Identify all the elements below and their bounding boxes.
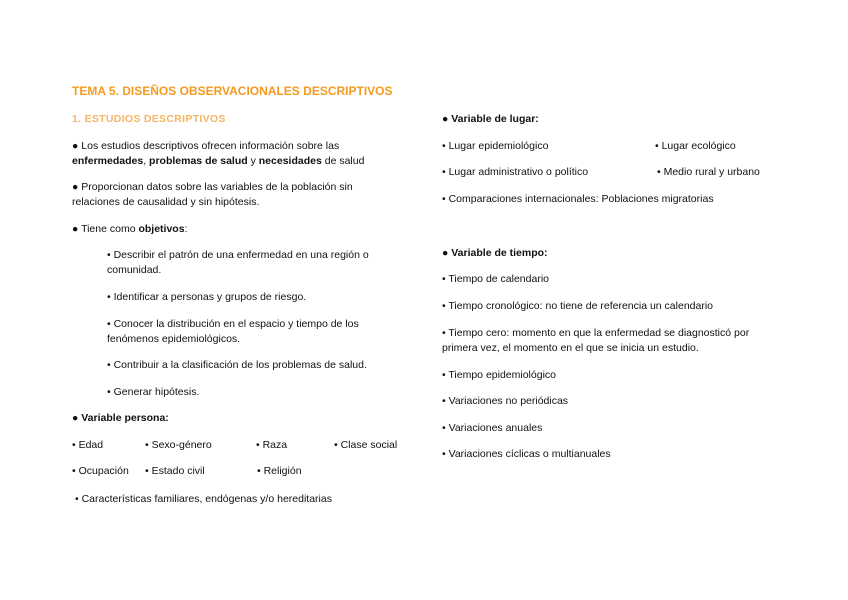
p1-bold-problemas: problemas de salud xyxy=(149,155,248,167)
p1-sep-2: y xyxy=(247,155,259,167)
tiempo-item: • Variaciones anuales xyxy=(442,422,543,434)
persona-item-sexo: • Sexo-género xyxy=(145,439,212,451)
persona-item-clase: • Clase social xyxy=(334,439,398,451)
lugar-heading: ● Variable de lugar: xyxy=(442,113,539,125)
persona-item-ocupacion: • Ocupación xyxy=(72,465,129,477)
persona-item-familiares: • Características familiares, endógenas y/o hereditarias xyxy=(75,493,332,505)
tiempo-item: • Tiempo epidemiológico xyxy=(442,369,556,381)
lugar-item-administrativo: • Lugar administrativo o político xyxy=(442,166,589,178)
lugar-item-epidemiologico: • Lugar epidemiológico xyxy=(442,140,549,152)
p3-text-end: : xyxy=(184,223,188,235)
persona-heading: ● Variable persona: xyxy=(72,412,169,424)
persona-item-estado: • Estado civil xyxy=(145,465,205,477)
objective-item: • Contribuir a la clasificación de los problemas de salud. xyxy=(107,359,367,371)
paragraph-description xyxy=(72,139,392,169)
tiempo-item: • Variaciones no periódicas xyxy=(442,395,569,407)
p3-bold-objetivos: objetivos xyxy=(138,223,185,235)
paragraph-objectives xyxy=(72,222,187,237)
objective-item: • Conocer la distribución en el espacio y tiempo de los fenómenos epidemiológicos. xyxy=(107,318,359,345)
lugar-item-comparaciones: • Comparaciones internacionales: Poblaciones migratorias xyxy=(442,193,714,205)
p1-text-end: de salud xyxy=(321,155,365,167)
persona-item-edad: • Edad xyxy=(72,439,104,451)
page-title: TEMA 5. DISEÑOS OBSERVACIONALES DESCRIPTIVOS xyxy=(72,84,393,98)
persona-item-religion: • Religión xyxy=(257,465,302,477)
objective-item: • Describir el patrón de una enfermedad en una región o comunidad. xyxy=(107,249,369,276)
lugar-item-rural: • Medio rural y urbano xyxy=(657,166,760,178)
tiempo-item: • Variaciones cíclicas o multianuales xyxy=(442,448,611,460)
p3-text-start: ● Tiene como xyxy=(72,223,139,235)
tiempo-item: • Tiempo cronológico: no tiene de referencia un calendario xyxy=(442,300,714,312)
p1-text-start: ● Los estudios descriptivos ofrecen información sobre las xyxy=(72,140,340,152)
tiempo-item: • Tiempo de calendario xyxy=(442,273,549,285)
objective-item: • Identificar a personas y grupos de riesgo. xyxy=(107,291,307,303)
persona-item-raza: • Raza xyxy=(256,439,288,451)
paragraph-data: ● Proporcionan datos sobre las variables de la población sin relaciones de causalidad y sin hipótesis. xyxy=(72,181,353,208)
p1-bold-necesidades: necesidades xyxy=(258,155,322,167)
objective-item: • Generar hipótesis. xyxy=(107,386,200,398)
tiempo-item: • Tiempo cero: momento en que la enfermedad se diagnosticó por primera vez, el momento en el que se inicia un estudio. xyxy=(442,327,750,354)
section-title: 1. ESTUDIOS DESCRIPTIVOS xyxy=(72,113,226,125)
p1-bold-enfermedades: enfermedades xyxy=(72,155,144,167)
tiempo-heading: ● Variable de tiempo: xyxy=(442,247,548,259)
p1-sep-1: , xyxy=(143,155,150,167)
lugar-item-ecologico: • Lugar ecológico xyxy=(655,140,736,152)
